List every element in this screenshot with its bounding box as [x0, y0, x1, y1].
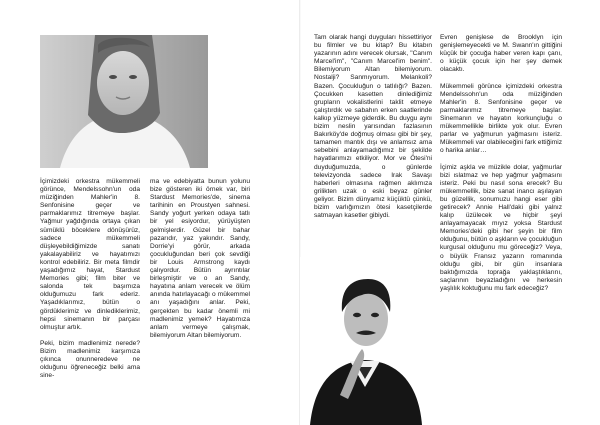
text-column-3: Tam olarak hangi duyguları hissettiriyor bu filmler ve bu kitap? Bu kitabın yazarının adını verecek olursak, "Canım Marcel'im", "Canım Marcel'im benim". Bilemiyorum Altan bilemiyorum. Nostalji? Sanmıyorum. Melankoli? Bazen. Çocukluğun o tatlılığı? Bazen. Çocukken kasetten dinlediğimiz grupların vokalistlerini taklit etmeye çalıştırdık ve sabahın erken saatlerinde kalkıp yüzmeye giderdik. Bu duygu aynı bizim neslin yarısından fazlasının Bakırköy'de doğmuş olması gibi bir şey, tamamen mantık dışı ve anlamsız ama sebebini anlayamadığımız bir şekilde hayatlarımızı etkiliyor. Mor ve Ötesi'ni duyduğumuzda, o günlerde televizyonda sadece Irak Savaşı haberleri olmasına rağmen aklımıza grilikten uzak o eski beyaz günler geliyor. Bizim dünyamız küçüktü çünkü, bizim varlığımızın ötesi kasetçilerde satmayan kasetler gibiydi.: [314, 34, 432, 220]
man-portrait-image: [300, 257, 430, 425]
woman-portrait-photo: [40, 35, 208, 168]
text-column-4: Evren genişlese de Brooklyn için genişlemeyecekti ve M. Swann'ın gittiğini küçük bir çocuğa haber veren kapı çanı, o küçük çocuk için her şey demek olacaktı. Mükemmeli görünce içimizdeki orkestra Mendelssohn'un oda müziğinden Mahler'in 8. Senfonisine geçer ve parmaklarımız titremeye başlar. Sinemanın ve hayatın korkunçluğu o mükemmellikle birlikte yok olur. Evren parlar ve yağmurun yağmasını isteriz. Mükemmeli var olabileceğini fark ettiğimiz o harika anlar… İçimiz aşkla ve müzikle dolar, yağmurlar bizi ıslatmaz ve hep yağmur yağmasını isteriz. Peki bu nasıl sona erecek? Bu mükemmellik, bize sanat inancı aşılayan bu güzellik, sonumuzu hangi eser gibi getirecek? Annie Hall'daki gibi yalnız kalıp üzülecek ve hiçbir şeyi anlayamayacak mıyız yoksa Stardust Memories'deki gibi her şeyin bir film olduğunu, bütün o aşkların ve çocukluğun kurgusal olduğunu mu göreceğiz? Veya, o büyük Fransız yazarın romanında olduğu gibi, bir gün insanlara baktığımızda toprağa yaklaştıklarını, saçlarının beyazladığını ve herkesin yaşlılık koktuğunu mu fark edeceğiz?: [440, 34, 562, 292]
text-column-2: ma ve edebiyatta bunun yolunu bize gösteren iki örnek var, biri Stardust Memories'de, sinema tarihinin en Proustyen sahnesi. Sandy yoğurt yerken odaya tatlı bir yel esiyordur, yürüyüşten gelmişlerdir. Güzel bir bahar pazarıdır, yaz yakındır. Sandy, Dorrie'yi görür, arkada çocukluğundan beri çok sevdiği bir Louis Armstrong kaydı çalıyordur. Bütün ayrıntılar birleşmiştir ve o an Sandy, hayatına anlam verecek ve ölüm anında hatırlayacağı o mükemmel anı yaşadığını anlar. Peki, gerçekten bu kadar önemli mi madlenimiz yemek? Hayatımıza anlam vermeye çalışmak, bilemiyorum Altan bilemiyorum.: [150, 178, 250, 339]
man-portrait-photo: [300, 257, 430, 425]
woman-portrait-image: [40, 35, 208, 168]
text-column-1: İçimizdeki orkestra mükemmeli görünce, Mendelssohn'un oda müziğinden Mahler'in 8. Senfonisine geçer ve parmaklarımız titremeye başlar. Yağmur yağdığında ortaya çıkan sümüklü böceklere dönüşürüz, sadece mükemmeli düşleyebildiğimizde sanatı yakalayabiliriz ve hayatımızı kontrol edebiliriz. Bir meta filmdir yaşadığımız hayat, Stardust Memories gibi; film biter ve salonda tek başımıza olduğumuzu fark ederiz. Yaşadıklarımız, bütün o gördüklerimiz ve dinlediklerimiz, hepsi sinemanın bir parçası olmuştur artık. Peki, bizim madlenimiz nerede? Bizim madlenimiz karşımıza çıkınca onunneredeve ne olduğunu öğreneceğiz belki ama sine-: [40, 178, 140, 380]
